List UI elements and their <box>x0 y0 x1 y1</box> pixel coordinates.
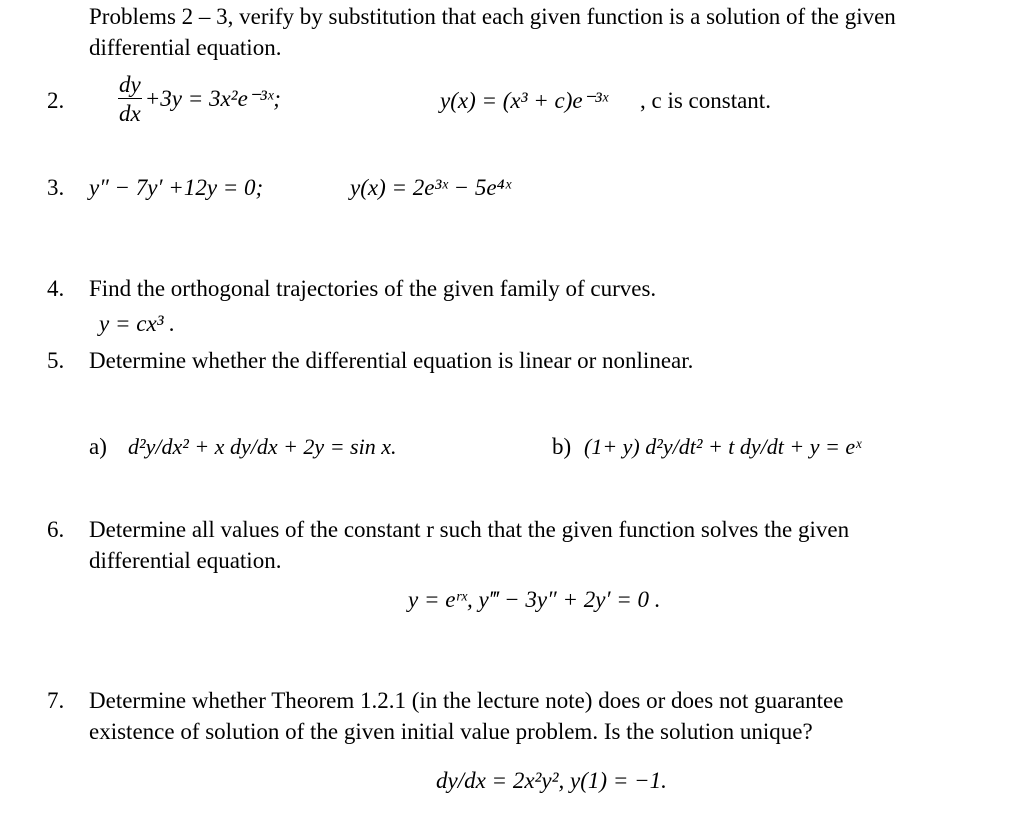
problem-4-equation: y = cx³ . <box>99 311 176 336</box>
intro-line-1: Problems 2 – 3, verify by substitution that each given function is a solution of the given <box>89 4 896 29</box>
problem-5-number: 5. <box>47 348 65 373</box>
problem-5a-equation: d²y/dx² + x dy/dx + 2y = sin x. <box>128 434 397 459</box>
problem-5b-label: b) <box>552 434 572 459</box>
dx-denominator: dx <box>119 101 141 126</box>
problem-5-text: Determine whether the differential equation is linear or nonlinear. <box>89 348 694 373</box>
problem-2-note: , c is constant. <box>640 88 771 113</box>
problem-3-equation: y″ − 7y′ +12y = 0; <box>89 175 264 200</box>
problem-3-number: 3. <box>47 175 65 200</box>
problem-6-line-2: differential equation. <box>89 548 282 573</box>
problem-4-number: 4. <box>47 276 65 301</box>
problem-6-number: 6. <box>47 517 65 542</box>
problem-2-equation <box>118 72 284 125</box>
problem-3-solution: y(x) = 2e³ˣ − 5e⁴ˣ <box>350 175 512 200</box>
problem-2-solution: y(x) = (x³ + c)e⁻³ˣ <box>440 88 609 113</box>
problem-6-equation: y = eʳˣ, y‴ − 3y″ + 2y′ = 0 . <box>408 587 661 612</box>
problem-4-text: Find the orthogonal trajectories of the given family of curves. <box>89 276 657 301</box>
problem-7-line-1: Determine whether Theorem 1.2.1 (in the lecture note) does or does not guarantee <box>89 688 844 713</box>
problem-5a-label: a) <box>89 434 107 459</box>
problem-5b-equation: (1+ y) d²y/dt² + t dy/dt + y = eˣ <box>584 434 862 459</box>
intro-line-2: differential equation. <box>89 35 282 60</box>
problem-2-number: 2. <box>47 88 65 113</box>
problem-6-line-1: Determine all values of the constant r such that the given function solves the given <box>89 517 850 542</box>
problem-7-equation: dy/dx = 2x²y², y(1) = −1. <box>436 768 667 793</box>
problem-2-equation-rest: +3y = 3x²e⁻³ˣ; <box>144 86 281 111</box>
dy-numerator: dy <box>119 72 141 97</box>
problem-7-line-2: existence of solution of the given initial value problem. Is the solution unique? <box>89 719 813 744</box>
problem-7-number: 7. <box>47 688 65 713</box>
